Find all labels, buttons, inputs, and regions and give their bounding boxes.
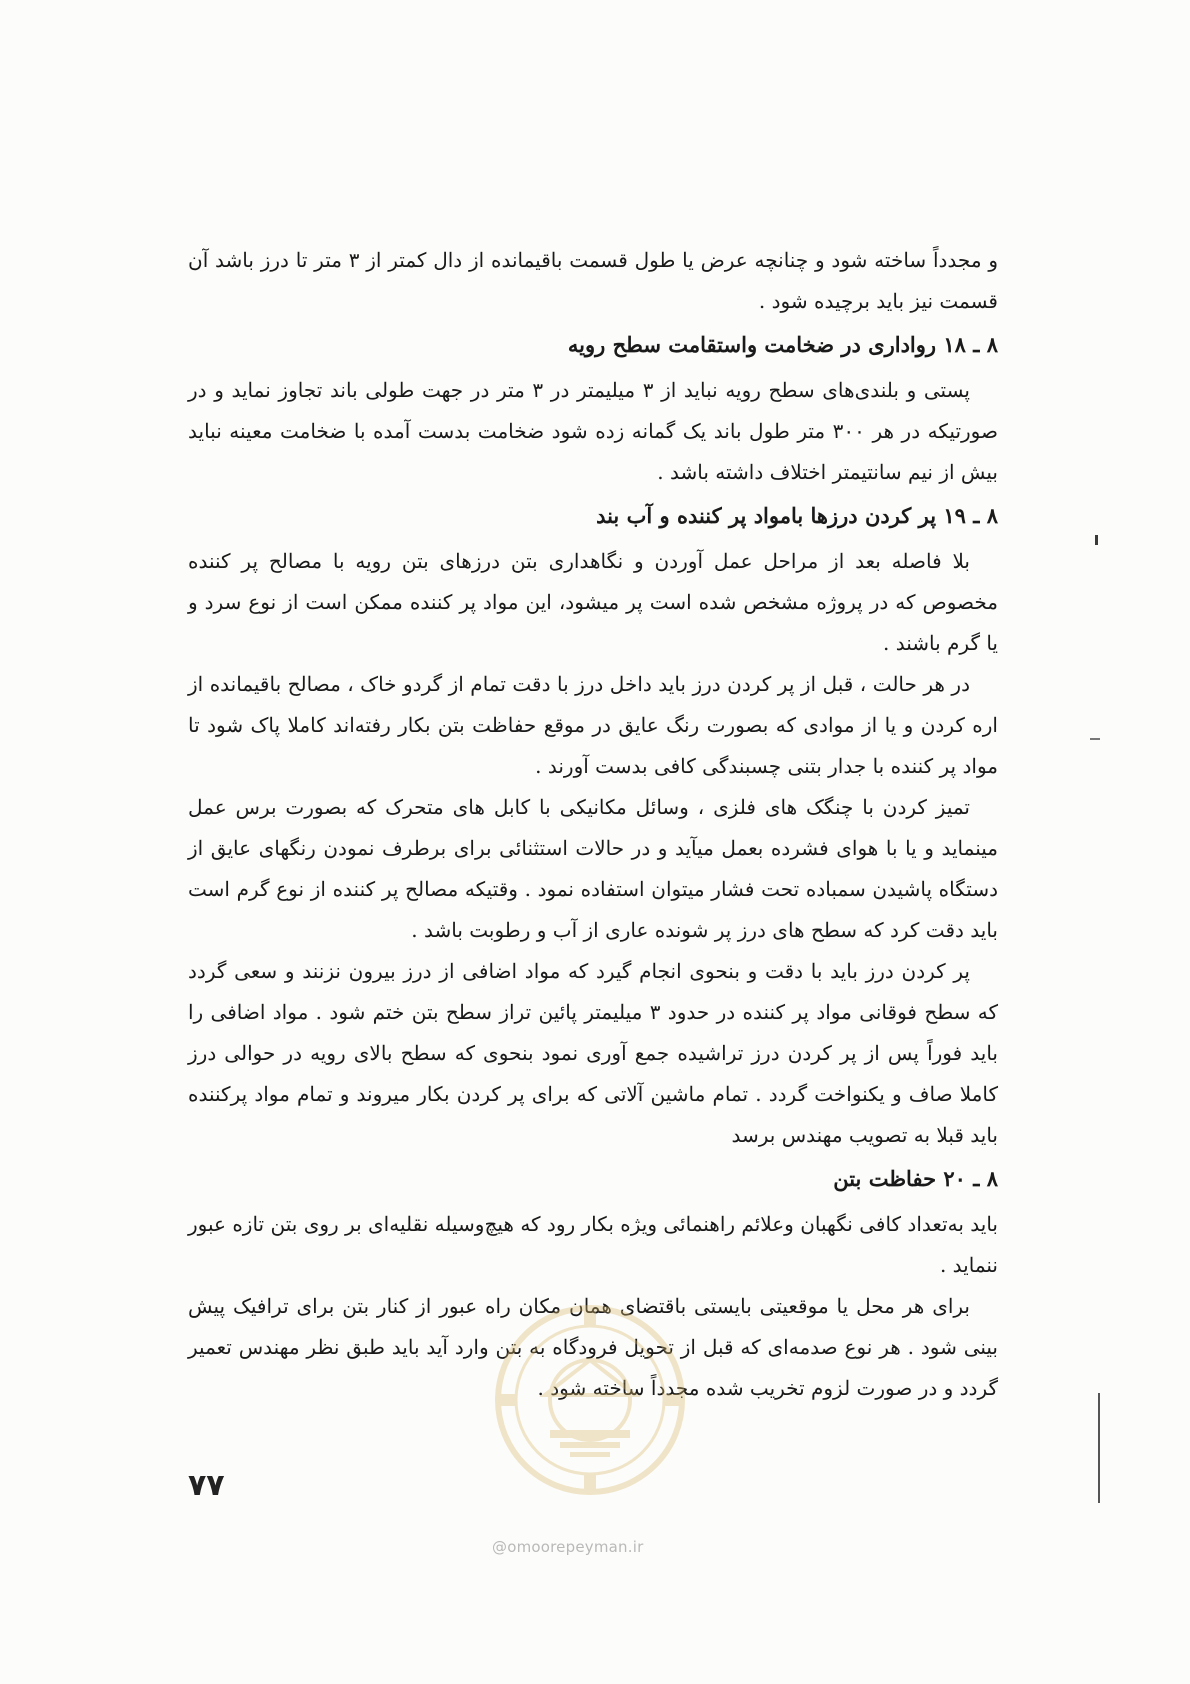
paragraph: بلا فاصله بعد از مراحل عمل آوردن و نگاهداری بتن درزهای بتن رویه با مصالح پر کننده مخصوص که در پروژه مشخص شده است پر میشود، این مواد پر کننده ممکن است از نوع سرد و یا گرم باشند . xyxy=(188,549,998,655)
scan-mark xyxy=(1095,535,1098,545)
section-heading-19: ۸ ـ ۱۹ پر کردن درزها بامواد پر کننده و آب بند xyxy=(596,503,998,528)
paragraph: پر کردن درز باید با دقت و بنحوی انجام گیرد که مواد اضافی از درز بیرون نزنند و سعی گردد که سطح فوقانی مواد پر کننده در حدود ۳ میلیمتر پائین تراز سطح بتن ختم شود . مواد اضافی را باید فوراً پس از پر کردن درز تراشیده جمع آوری نمود بنحوی که سطح بالای رویه در حوالی درز کاملا صاف و یکنواخت گردد . تمام ماشین آلاتی که برای پر کردن بکار میروند و تمام مواد پرکننده باید قبلا به تصویب مهندس برسد xyxy=(188,959,998,1147)
document-body xyxy=(188,240,998,1409)
section-heading-18: ۸ ـ ۱۸ رواداری در ضخامت واستقامت سطح رویه xyxy=(567,332,998,357)
paragraph: در هر حالت ، قبل از پر کردن درز باید داخل درز با دقت تمام از گردو خاک ، مصالح باقیمانده از اره کردن و یا از موادی که بصورت رنگ عایق در موقع حفاظت بتن بکار رفته‌اند کاملا پاک شود تا مواد پر کننده با جدار بتنی چسبندگی کافی بدست آورند . xyxy=(188,672,998,778)
section-heading-20: ۸ ـ ۲۰ حفاظت بتن xyxy=(833,1166,998,1191)
paragraph: برای هر محل یا موقعیتی بایستی باقتضای همان مکان راه عبور از کنار بتن برای ترافیک پیش بینی شود . هر نوع صدمه‌ای که قبل از تحویل فرودگاه به بتن وارد آید باید طبق نظر مهندس تعمیر گردد و در صورت لزوم تخریب شده مجدداً ساخته شود . xyxy=(188,1294,998,1400)
paragraph: باید به‌تعداد کافی نگهبان وعلائم راهنمائی ویژه بکار رود که هیچ‌وسیله نقلیه‌ای بر روی بتن تازه عبور ننماید . xyxy=(188,1212,998,1277)
watermark-url: @omoorepeyman.ir xyxy=(492,1538,644,1556)
scan-mark xyxy=(1098,1393,1100,1503)
scan-mark xyxy=(1090,738,1100,740)
paragraph: پستی و بلندی‌های سطح رویه نباید از ۳ میلیمتر در ۳ متر در جهت طولی باند تجاوز نماید و در صورتیکه در هر ۳۰۰ متر طول باند یک گمانه زده شود ضخامت بدست آمده با ضخامت معینه نباید بیش از نیم سانتیمتر اختلاف داشته باشد . xyxy=(188,378,998,484)
paragraph: تمیز کردن با چنگک های فلزی ، وسائل مکانیکی با کابل های متحرک که بصورت برس عمل مینماید و یا با هوای فشرده بعمل میآید و در حالات استثنائی برای برطرف نمودن رنگهای عایق از دستگاه پاشیدن سمباده تحت فشار میتوان استفاده نمود . وقتیکه مصالح پر کننده از نوع گرم است باید دقت کرد که سطح های درز پر شونده عاری از آب و رطوبت باشد . xyxy=(188,795,999,942)
paragraph: و مجدداً ساخته شود و چنانچه عرض یا طول قسمت باقیمانده از دال کمتر از ۳ متر تا درز باشد آن قسمت نیز باید برچیده شود . xyxy=(188,248,998,313)
page-number: ۷۷ xyxy=(188,1468,225,1503)
